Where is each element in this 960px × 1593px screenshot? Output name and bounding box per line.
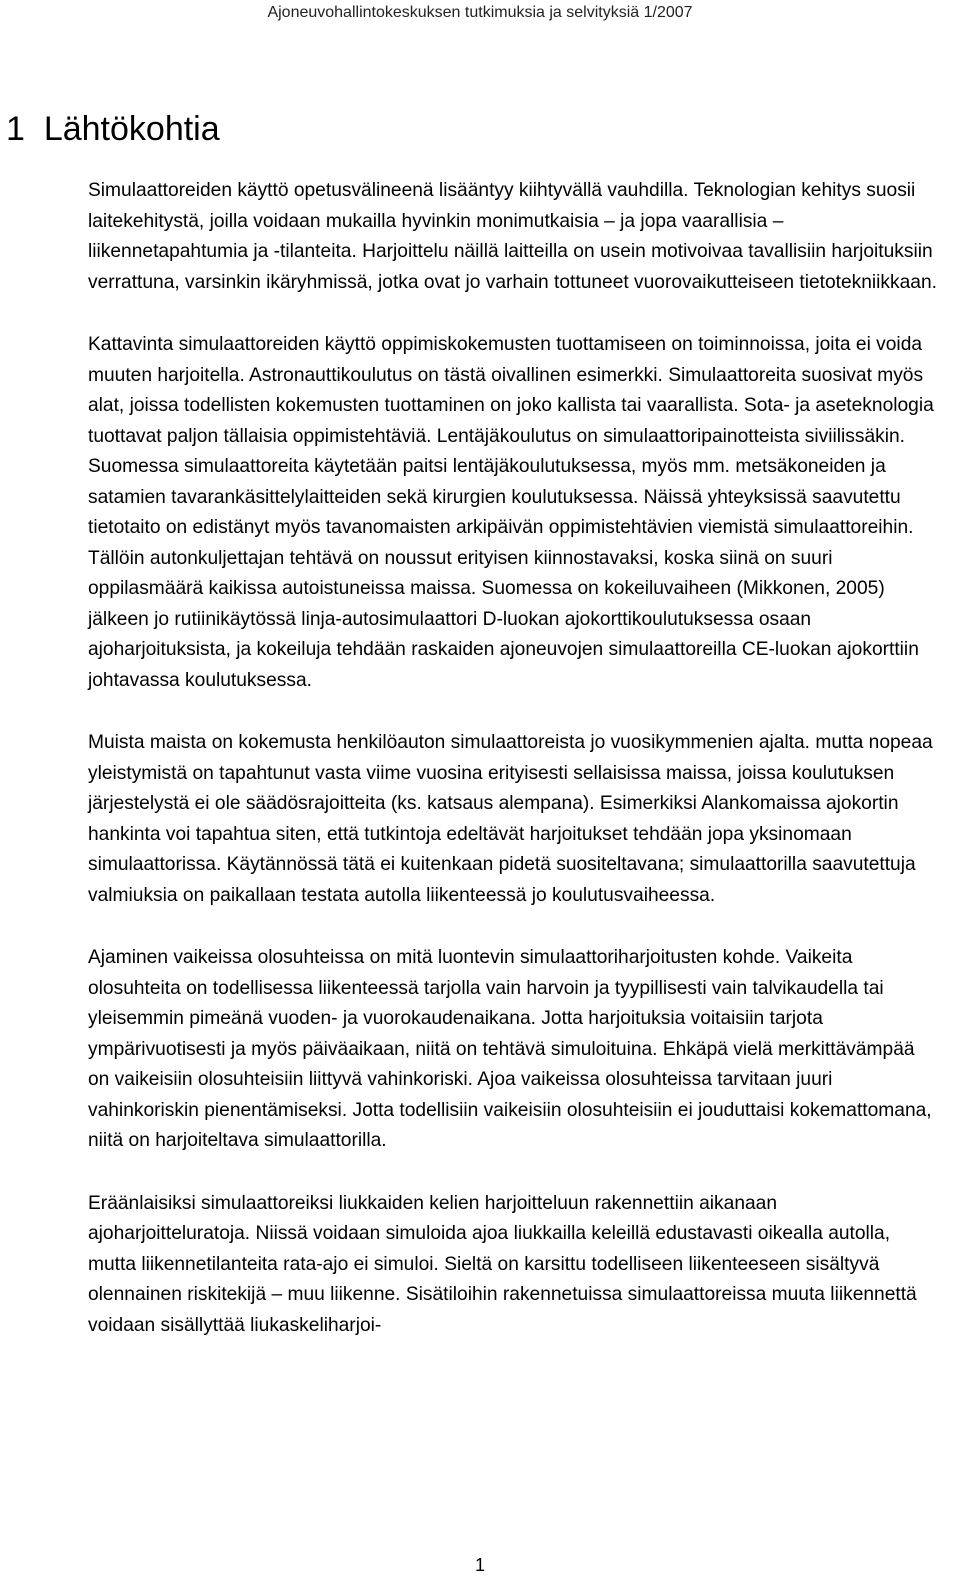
chapter-title: Lähtökohtia: [43, 110, 220, 148]
paragraph: Eräänlaisiksi simulaattoreiksi liukkaiden kelien harjoitteluun rakennettiin aikanaan ajoharjoitteluratoja. Niissä voidaan simuloida ajoa liukkailla keleillä edustavasti oikealla autolla, mutta liikennetilanteita rata-ajo ei simuloi. Sieltä on karsittu todelliseen liikenteeseen sisältyvä olennainen riskitekijä – muu liikenne. Sisätiloihin rakennetuissa simulaattoreissa muuta liikennettä voidaan sisällyttää liukaskeliharjoi-: [88, 1192, 917, 1336]
chapter-heading: [6, 104, 220, 154]
body-text: [88, 176, 940, 1373]
paragraph: Ajaminen vaikeissa olosuhteissa on mitä luontevin simulaattoriharjoitusten kohde. Vaikeita olosuhteita on todellisessa liikenteessä tarjolla vain harvoin ja tyypillisesti vain talvikaudella tai yleisemmin pimeänä vuoden- ja vuorokaudenaikana. Jotta harjoituksia voitaisiin tarjota ympärivuotisesti ja myös päiväaikaan, niitä on tehtävä simuloituina. Ehkäpä vielä merkittävämpää on vaikeisiin olosuhteisiin liittyvä vahinkoriski. Ajoa vaikeissa olosuhteissa tarvitaan juuri vahinkoriskin pienentämiseksi. Jotta todellisiin vaikeisiin olosuhteisiin ei jouduttaisi kokemattomana, niitä on harjoiteltava simulaattorilla.: [88, 947, 932, 1151]
paragraph: Muista maista on kokemusta henkilöauton simulaattoreista jo vuosikymmenien ajalta. mutta nopeaa yleistymistä on tapahtunut vasta viime vuosina erityisesti sellaisissa maissa, joissa koulutuksen järjestelystä ei ole säädösrajoitteita (ks. katsaus alempana). Esimerkiksi Alankomaissa ajokortin hankinta voi tapahtua siten, että tutkintoja edeltävät harjoitukset tehdään jopa yksinomaan simulaattorissa. Käytännössä tätä ei kuitenkaan pidetä suositeltavana; simulaattorilla saavutettuja valmiuksia on paikallaan testata autolla liikenteessä jo koulutusvaiheessa.: [88, 732, 933, 906]
paragraph: Simulaattoreiden käyttö opetusvälineenä lisääntyy kiihtyvällä vauhdilla. Teknologian kehitys suosii laitekehitystä, joilla voidaan mukailla hyvinkin monimutkaisia – ja jopa vaarallisia – liikennetapahtumia ja -tilanteita. Harjoittelu näillä laitteilla on usein motivoivaa tavallisiin harjoituksiin verrattuna, varsinkin ikäryhmissä, jotka ovat jo varhain tottuneet vuorovaikutteiseen tietotekniikkaan.: [88, 180, 937, 293]
running-header: Ajoneuvohallintokeskuksen tutkimuksia ja selvityksiä 1/2007: [267, 4, 693, 21]
page-number: 1: [474, 1555, 485, 1575]
paragraph: Kattavinta simulaattoreiden käyttö oppimiskokemusten tuottamiseen on toiminnoissa, joita ei voida muuten harjoitella. Astronauttikoulutus on tästä oivallinen esimerkki. Simulaattoreita suosivat myös alat, joissa todellisten kokemusten tuottaminen on joko kallista tai vaarallista. Sota- ja aseteknologia tuottavat paljon tällaisia oppimistehtäviä. Lentäjäkoulutus on simulaattoripainotteista siviilissäkin. Suomessa simulaattoreita käytetään paitsi lentäjäkoulutuksessa, myös mm. metsäkoneiden ja satamien tavarankäsittelylaitteiden sekä kirurgien koulutuksessa. Näissä yhteyksissä saavutettu tietotaito on edistänyt myös tavanomaisten arkipäivän oppimistehtävien viemistä simulaattoreihin. Tällöin autonkuljettajan tehtävä on noussut erityisen kiinnostavaksi, koska siinä on suuri oppilasmäärä kaikissa autoistuneissa maissa. Suomessa on kokeiluvaiheen (Mikkonen, 2005) jälkeen jo rutiinikäytössä linja-autosimulaattori D-luokan ajokorttikoulutuksessa osaan ajoharjoituksista, ja kokeiluja tehdään raskaiden ajoneuvojen simulaattoreilla CE-luokan ajokorttiin johtavassa koulutuksessa.: [88, 334, 934, 691]
chapter-number: 1: [6, 110, 25, 148]
